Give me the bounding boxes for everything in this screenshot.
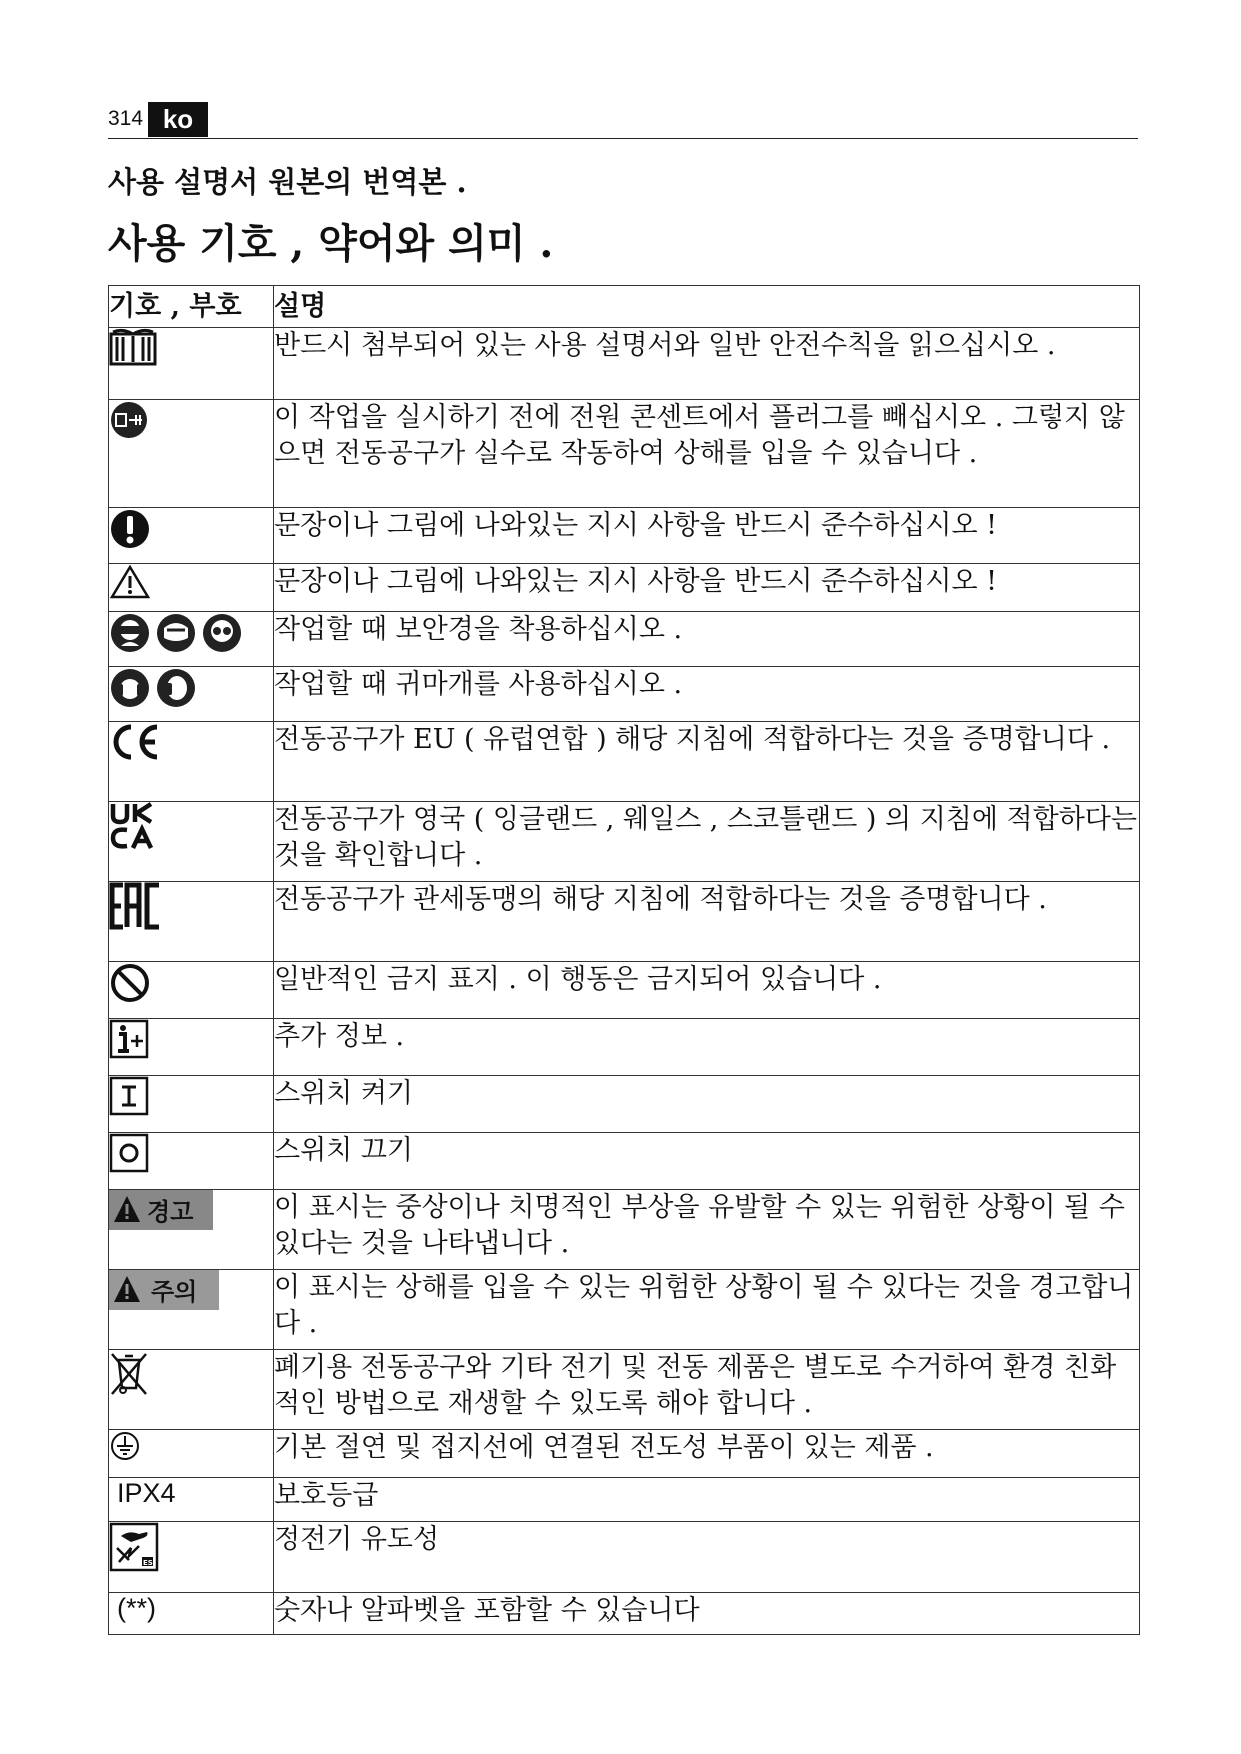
- table-row: [109, 564, 1140, 612]
- description-cell: 문장이나 그림에 나와있는 지시 사항을 반드시 준수하십시오 !: [274, 564, 1140, 612]
- description-cell: 보호등급: [274, 1478, 1140, 1522]
- ear-plugs-icon: [155, 667, 197, 709]
- description-cell: 이 표시는 중상이나 치명적인 부상을 유발할 수 있는 위험한 상황이 될 수 있다는 것을 나타냅니다 .: [274, 1190, 1140, 1270]
- ear-muffs-icon: [109, 667, 151, 709]
- symbol-cell: [109, 1076, 274, 1133]
- symbol-cell: [109, 328, 274, 400]
- table-row: [109, 962, 1140, 1019]
- symbol-cell: [109, 1270, 274, 1350]
- ce-mark-icon: [109, 722, 163, 762]
- symbol-cell: [109, 400, 274, 508]
- description-cell: 스위치 끄기: [274, 1133, 1140, 1190]
- prohibition-icon: [109, 962, 151, 1004]
- symbol-cell: [109, 508, 274, 564]
- table-row: [109, 1133, 1140, 1190]
- description-cell: 작업할 때 귀마개를 사용하십시오 .: [274, 667, 1140, 722]
- description-cell: 이 표시는 상해를 입을 수 있는 위험한 상황이 될 수 있다는 것을 경고합니다 .: [274, 1270, 1140, 1350]
- warning-triangle-icon: [109, 564, 151, 600]
- table-row: [109, 508, 1140, 564]
- table-row: [109, 1076, 1140, 1133]
- symbol-cell: [109, 1019, 274, 1076]
- read-manual-icon: [109, 328, 157, 368]
- table-row: [109, 1430, 1140, 1478]
- esd-icon: [109, 1522, 159, 1572]
- description-cell: 정전기 유도성: [274, 1522, 1140, 1593]
- table-row: [109, 1593, 1140, 1635]
- eye-protection-icons: [109, 612, 273, 654]
- symbol-cell: [109, 722, 274, 802]
- symbol-cell: [109, 802, 274, 882]
- table-row: [109, 1190, 1140, 1270]
- table-row: [109, 667, 1140, 722]
- table-row: [109, 1019, 1140, 1076]
- symbol-cell: [109, 564, 274, 612]
- description-cell: 추가 정보 .: [274, 1019, 1140, 1076]
- info-plus-icon: [109, 1019, 149, 1059]
- symbol-text-cell: IPX4: [109, 1478, 274, 1522]
- description-cell: 스위치 켜기: [274, 1076, 1140, 1133]
- page-header: [108, 100, 1138, 139]
- page-title: 사용 기호 , 약어와 의미 .: [108, 220, 554, 267]
- table-row: [109, 802, 1140, 882]
- description-cell: 전동공구가 관세동맹의 해당 지침에 적합하다는 것을 증명합니다 .: [274, 882, 1140, 962]
- table-row: [109, 1350, 1140, 1430]
- table-row: [109, 882, 1140, 962]
- mandatory-exclamation-icon: [109, 508, 151, 550]
- language-badge: ko: [148, 102, 208, 137]
- description-cell: 숫자나 알파벳을 포함할 수 있습니다: [274, 1593, 1140, 1635]
- ukca-mark-icon: [109, 802, 155, 850]
- description-cell: 폐기용 전동공구와 기타 전기 및 전동 제품은 별도로 수거하여 환경 친화적인 방법으로 재생할 수 있도록 해야 합니다 .: [274, 1350, 1140, 1430]
- header-description: 설명: [274, 286, 1140, 328]
- ground-icon: [109, 1430, 141, 1462]
- symbol-text-cell: (**): [109, 1593, 274, 1635]
- face-shield-icon: [155, 612, 197, 654]
- table-row: [109, 400, 1140, 508]
- description-cell: 전동공구가 영국 ( 잉글랜드 , 웨일스 , 스코틀랜드 ) 의 지침에 적합하다는 것을 확인합니다 .: [274, 802, 1140, 882]
- weee-bin-icon: [109, 1350, 149, 1396]
- switch-off-icon: [109, 1133, 149, 1173]
- caution-label-icon: [109, 1270, 219, 1310]
- caution-label-text: 주의: [151, 1278, 198, 1306]
- table-row: [109, 1478, 1140, 1522]
- subtitle: 사용 설명서 원본의 번역본 .: [108, 165, 467, 199]
- symbol-cell: [109, 667, 274, 722]
- table-row: [109, 612, 1140, 667]
- symbol-cell: [109, 1133, 274, 1190]
- description-cell: 작업할 때 보안경을 착용하십시오 .: [274, 612, 1140, 667]
- symbol-cell: [109, 1430, 274, 1478]
- description-cell: 전동공구가 EU ( 유럽연합 ) 해당 지침에 적합하다는 것을 증명합니다 .: [274, 722, 1140, 802]
- page-number: 314: [108, 107, 144, 130]
- unplug-icon: [109, 400, 149, 440]
- safety-goggles-icon: [109, 612, 151, 654]
- symbols-table: [108, 285, 1140, 1635]
- symbol-cell: [109, 1350, 274, 1430]
- table-header-row: [109, 286, 1140, 328]
- table-row: [109, 1522, 1140, 1593]
- eac-mark-icon: [109, 882, 163, 930]
- symbol-cell: [109, 612, 274, 667]
- description-cell: 일반적인 금지 표지 . 이 행동은 금지되어 있습니다 .: [274, 962, 1140, 1019]
- safety-glasses-icon: [201, 612, 243, 654]
- description-cell: 이 작업을 실시하기 전에 전원 콘센트에서 플러그를 빼십시오 . 그렇지 않으면 전동공구가 실수로 작동하여 상해를 입을 수 있습니다 .: [274, 400, 1140, 508]
- table-row: [109, 1270, 1140, 1350]
- ear-protection-icons: [109, 667, 273, 709]
- symbol-cell: [109, 1522, 274, 1593]
- header-symbol: 기호 , 부호: [109, 286, 274, 328]
- symbol-cell: [109, 962, 274, 1019]
- symbol-cell: [109, 1190, 274, 1270]
- description-cell: 문장이나 그림에 나와있는 지시 사항을 반드시 준수하십시오 !: [274, 508, 1140, 564]
- warning-label-icon: [109, 1190, 213, 1230]
- description-cell: 반드시 첨부되어 있는 사용 설명서와 일반 안전수칙을 읽으십시오 .: [274, 328, 1140, 400]
- svg-text:ES: ES: [143, 1559, 153, 1567]
- switch-on-icon: [109, 1076, 149, 1116]
- table-row: [109, 328, 1140, 400]
- table-row: [109, 722, 1140, 802]
- description-cell: 기본 절연 및 접지선에 연결된 전도성 부품이 있는 제품 .: [274, 1430, 1140, 1478]
- symbol-cell: [109, 882, 274, 962]
- warning-label-text: 경고: [147, 1198, 194, 1226]
